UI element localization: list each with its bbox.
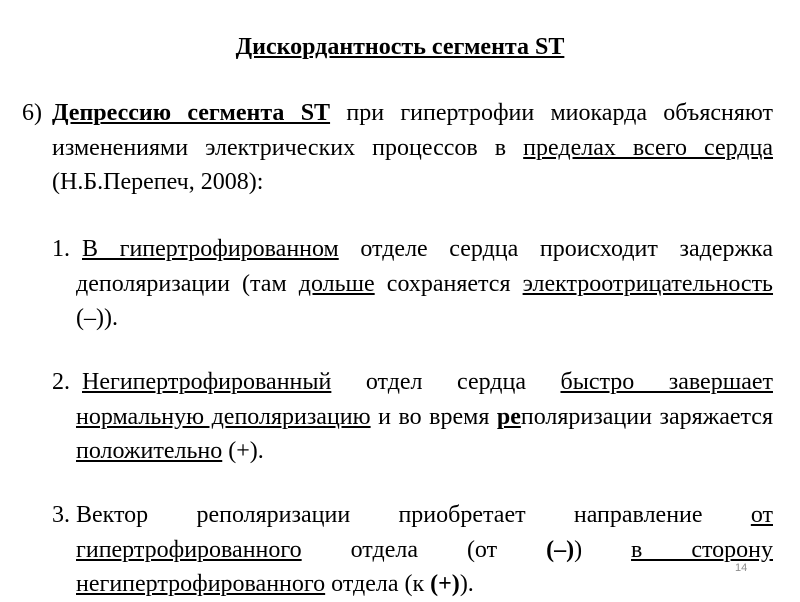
item-3-text-1: Вектор реполяризации приобретает направление [76,502,751,528]
item-1-text [76,232,773,336]
item-6-underlined: пределах всего сердца [523,134,773,161]
item-6-text [52,96,773,200]
item-2-emphasis: ре [496,403,521,430]
item-2-text-8: (+). [222,438,264,464]
item-2-text-2: отдел сердца [331,369,561,395]
item-2-text [76,365,773,469]
item-2-number: 2. [52,369,70,395]
item-1-underlined-1: В гипертрофированном [82,236,339,262]
item-2-text-4: и во время [370,403,497,430]
item-1-underlined-2: дольше [298,270,375,297]
item-6-number: 6) [22,100,42,126]
item-3-negative-sign: (–) [546,536,575,563]
item-3-underlined-1: от гипертрофированного [76,502,773,563]
item-1-underlined-3: электроотрицательность [522,270,774,297]
item-1-text-4: сохраняется [374,270,523,297]
item-2-underlined-1: Негипертрофированный [82,369,332,395]
item-3-positive-sign: (+) [430,571,460,597]
item-1-text-2: отделе сердца происходит задержка деполяризации (там [76,236,773,297]
item-3-text-9: ). [459,571,474,597]
item-6-citation: (Н.Б.Перепеч, 2008): [52,169,264,195]
item-3-text-3: отдела (от [301,536,547,563]
item-3-number: 3. [52,502,70,528]
item-3-text [76,498,773,602]
item-3-text-7: отдела (к [325,571,431,597]
item-2-text-6: поляризации заряжается [520,403,773,430]
item-1-number: 1. [52,236,70,262]
item-3-text-5: ) [574,536,632,563]
item-6-emphasis: Депрессию сегмента ST [52,100,331,126]
slide-title: Дискордантность сегмента ST [235,34,565,60]
item-2-underlined-2: быстро завершает нормальную деполяризацию [76,369,773,430]
item-3-underlined-2: в сторону негипертрофированного [76,536,773,597]
item-2-underlined-3: положительно [76,438,223,464]
item-6-text-2: при гипертрофии миокарда объясняют изменениями электрических процессов в [52,100,773,161]
item-1-text-6: (–)). [76,305,118,331]
page-number: 14 [735,562,748,574]
